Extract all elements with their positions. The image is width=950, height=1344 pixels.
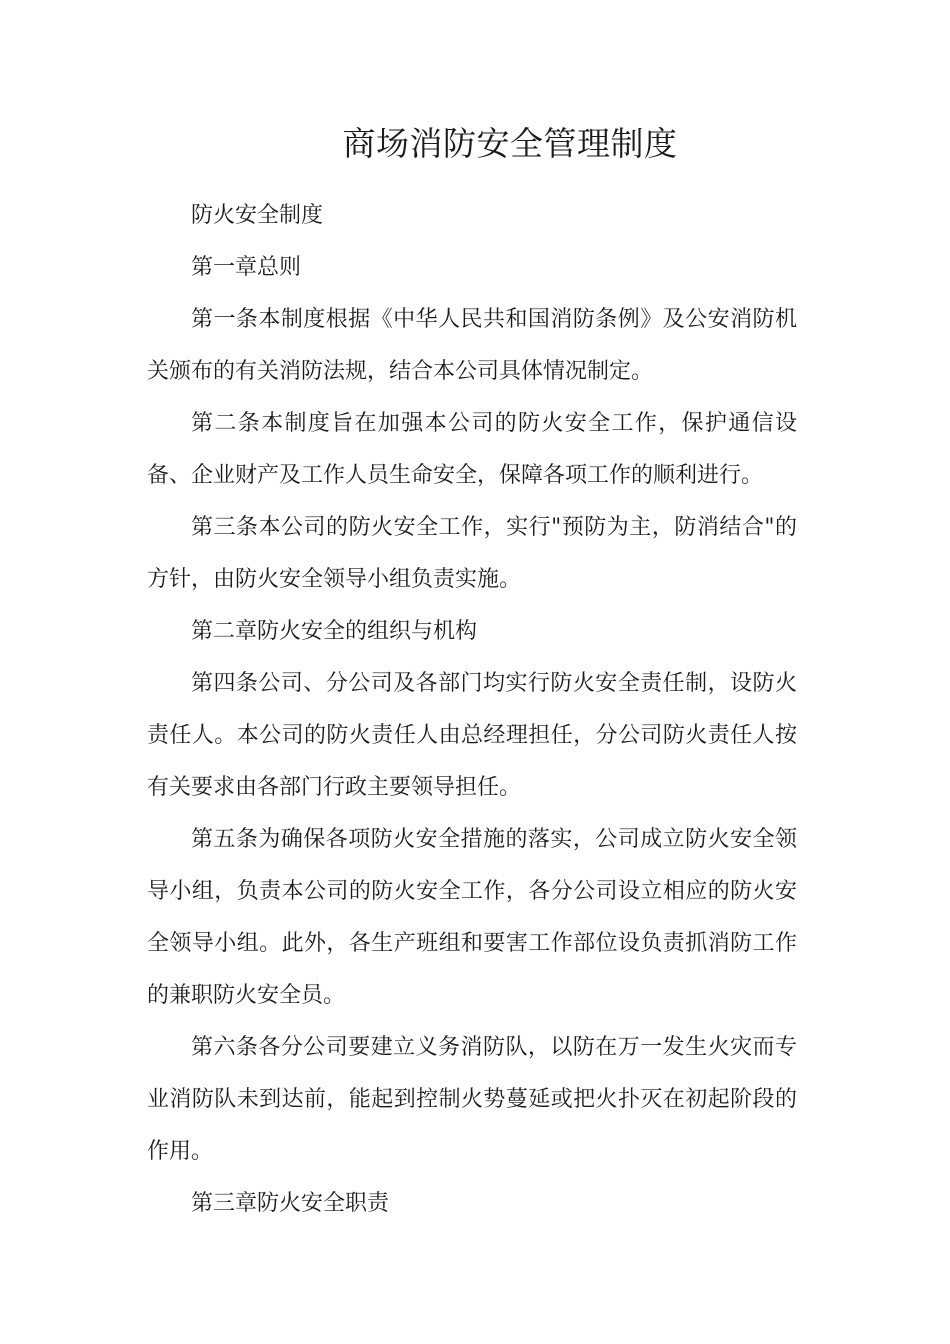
article-paragraph: 第一条本制度根据《中华人民共和国消防条例》及公安消防机关颁布的有关消防法规，结合本公司具体情况制定。 — [147, 307, 797, 384]
document-title: 商场消防安全管理制度 — [342, 124, 678, 163]
article-paragraph: 第三条本公司的防火安全工作，实行"预防为主，防消结合"的方针，由防火安全领导小组负责实施。 — [147, 515, 797, 592]
section-title: 防火安全制度 — [191, 203, 324, 228]
chapter-heading: 第一章总则 — [191, 255, 302, 280]
chapter-heading: 第三章防火安全职责 — [191, 1191, 390, 1216]
article-paragraph: 第四条公司、分公司及各部门均实行防火安全责任制，设防火责任人。本公司的防火责任人由总经理担任，分公司防火责任人按有关要求由各部门行政主要领导担任。 — [147, 671, 797, 800]
article-paragraph: 第五条为确保各项防火安全措施的落实，公司成立防火安全领导小组，负责本公司的防火安全工作，各分公司设立相应的防火安全领导小组。此外，各生产班组和要害工作部位设负责抓消防工作的兼职防火安全员。 — [147, 827, 797, 1008]
article-paragraph: 第六条各分公司要建立义务消防队，以防在万一发生火灾而专业消防队未到达前，能起到控制火势蔓延或把火扑灭在初起阶段的作用。 — [147, 1035, 797, 1164]
article-paragraph: 第二条本制度旨在加强本公司的防火安全工作，保护通信设备、企业财产及工作人员生命安全，保障各项工作的顺利进行。 — [147, 411, 797, 488]
chapter-heading: 第二章防火安全的组织与机构 — [191, 619, 478, 644]
document-body — [147, 190, 797, 1230]
